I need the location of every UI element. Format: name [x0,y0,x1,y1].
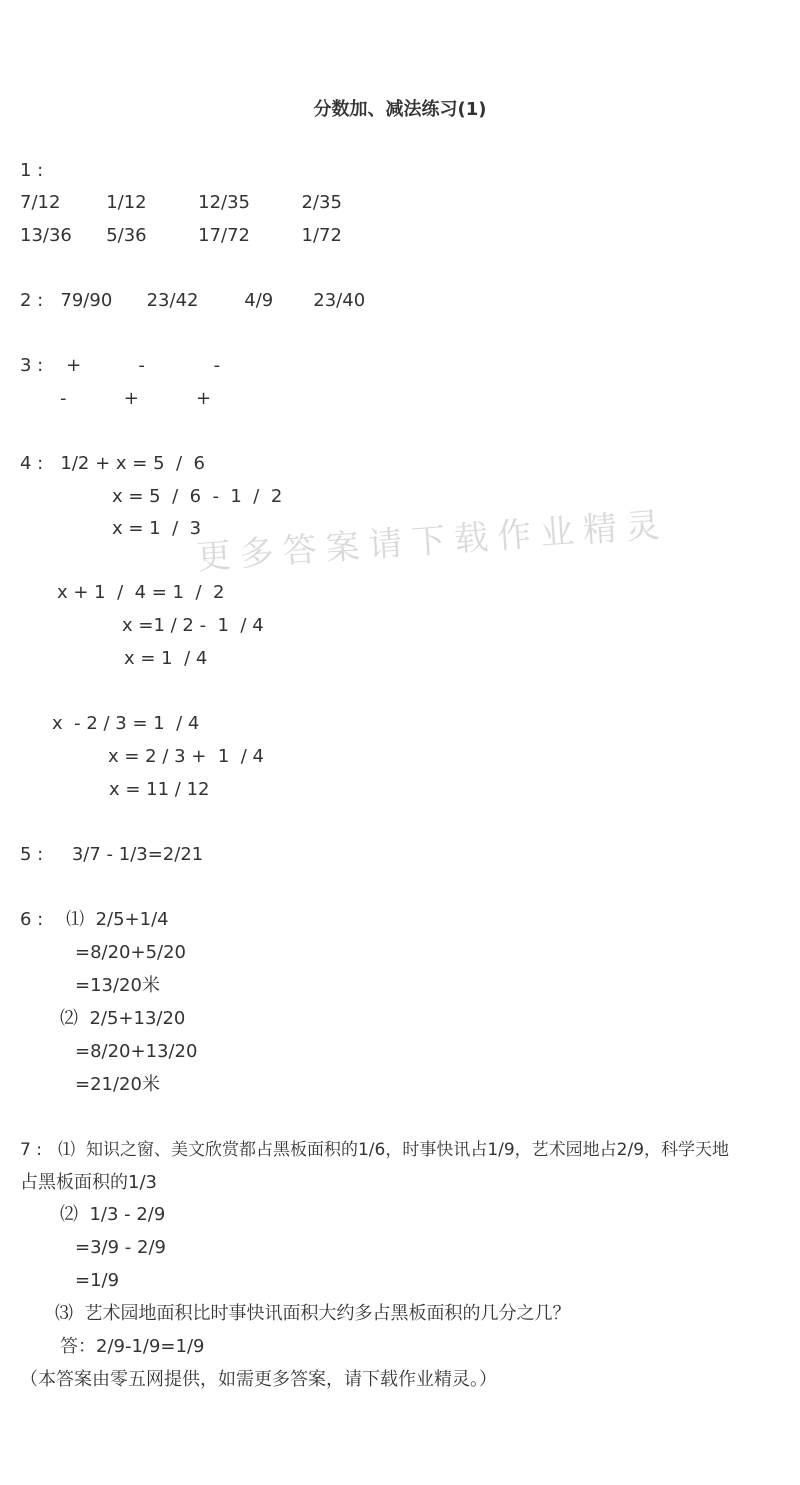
q3-line-1: 3 : + - - [20,355,221,376]
q6-line-2: =8/20+5/20 [75,942,187,963]
q5-answer: 5 : 3/7 - 1/3=2/21 [20,844,204,865]
q4-eq3-line-3: x = 11 / 12 [109,779,210,800]
watermark-text: 更多答案请下载作业精灵 [195,504,671,578]
q1-label: 1 : [20,160,44,181]
q7-line-5: =1/9 [75,1270,120,1291]
q1-row-2: 13/36 5/36 17/72 1/72 [20,225,342,246]
q6-line-1: 6 : ⑴ 2/5+1/4 [20,909,169,930]
q7-line-2: 占黑板面积的1/3 [20,1172,157,1193]
footer-note: （本答案由零五网提供，如需更多答案，请下载作业精灵。） [20,1369,497,1390]
q7-line-1: 7 : ⑴ 知识之窗、美文欣赏都占黑板面积的1/6，时事快讯占1/9，艺术园地占2/9，科学天地 [20,1140,730,1160]
q7-line-3: ⑵ 1/3 - 2/9 [60,1204,166,1225]
page-title: 分数加、减法练习(1) [313,99,487,120]
q4-eq2-line-1: x + 1 / 4 = 1 / 2 [57,582,225,603]
q4-eq1-line-2: x = 5 / 6 - 1 / 2 [112,486,283,507]
q7-line-6: ⑶ 艺术园地面积比时事快讯面积大约多占黑板面积的几分之几？ [55,1303,571,1324]
q3-line-2: - + + [60,388,212,409]
q6-line-4: ⑵ 2/5+13/20 [60,1008,186,1029]
q6-line-3: =13/20米 [75,975,160,996]
q1-row-1: 7/12 1/12 12/35 2/35 [20,192,342,213]
q4-eq3-line-1: x - 2 / 3 = 1 / 4 [52,713,200,734]
q6-line-5: =8/20+13/20 [75,1041,198,1062]
q7-line-7: 答：2/9-1/9=1/9 [60,1336,205,1357]
q4-eq2-line-2: x =1 / 2 - 1 / 4 [122,615,264,636]
q6-line-6: =21/20米 [75,1074,160,1095]
q4-eq2-line-3: x = 1 / 4 [124,648,208,669]
q4-eq1-line-3: x = 1 / 3 [112,518,202,539]
q2-answer: 2 : 79/90 23/42 4/9 23/40 [20,290,366,311]
q4-eq3-line-2: x = 2 / 3 + 1 / 4 [108,746,264,767]
q7-line-4: =3/9 - 2/9 [75,1237,166,1258]
q4-eq1-line-1: 4 : 1/2 + x = 5 / 6 [20,453,205,474]
